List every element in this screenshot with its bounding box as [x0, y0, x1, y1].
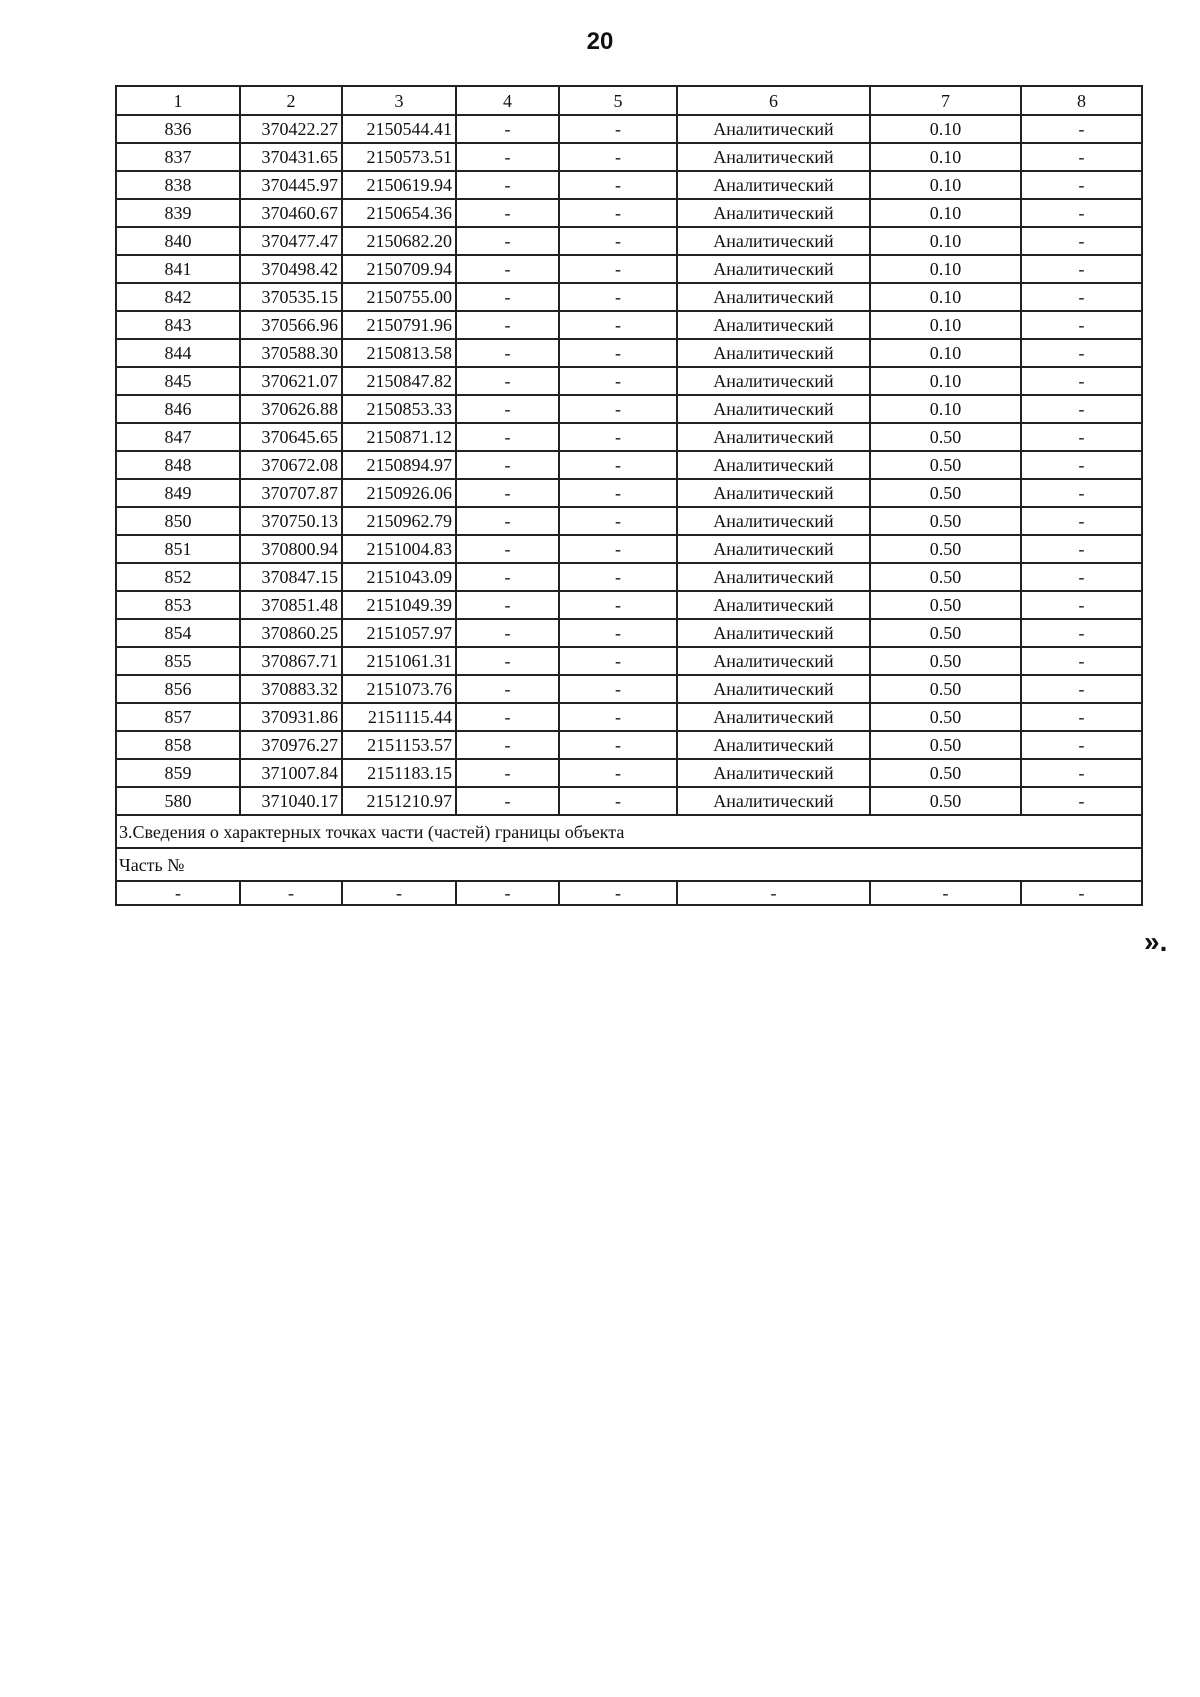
table-cell: 2150709.94: [342, 255, 456, 283]
table-cell: Аналитический: [677, 171, 870, 199]
table-cell: 0.50: [870, 507, 1021, 535]
table-cell: -: [559, 423, 677, 451]
table-cell: 2150871.12: [342, 423, 456, 451]
table-row: [116, 787, 1142, 815]
table-cell: Аналитический: [677, 507, 870, 535]
table-cell: 370851.48: [240, 591, 342, 619]
table-cell: -: [456, 311, 559, 339]
table-cell: Аналитический: [677, 675, 870, 703]
section-title: 3.Сведения о характерных точках части (частей) границы объекта: [116, 815, 1142, 848]
table-cell: -: [559, 395, 677, 423]
table-cell: -: [1021, 143, 1142, 171]
table-cell: 2151043.09: [342, 563, 456, 591]
table-cell: -: [116, 881, 240, 905]
table-row: [116, 311, 1142, 339]
table-cell: -: [456, 881, 559, 905]
table-cell: Аналитический: [677, 395, 870, 423]
table-cell: 0.50: [870, 423, 1021, 451]
table-cell: 858: [116, 731, 240, 759]
table-row: [116, 227, 1142, 255]
table-cell: 2150682.20: [342, 227, 456, 255]
table-row: [116, 703, 1142, 731]
table-cell: Аналитический: [677, 619, 870, 647]
header-cell: 4: [456, 86, 559, 115]
table-cell: 0.10: [870, 395, 1021, 423]
table-cell: -: [456, 535, 559, 563]
table-cell: -: [456, 395, 559, 423]
header-row: [116, 86, 1142, 115]
table-cell: -: [559, 199, 677, 227]
table-cell: 0.50: [870, 535, 1021, 563]
table-cell: -: [1021, 647, 1142, 675]
table-cell: -: [559, 311, 677, 339]
table-row: [116, 255, 1142, 283]
table-cell: 0.10: [870, 199, 1021, 227]
table-cell: Аналитический: [677, 311, 870, 339]
table-row: [116, 535, 1142, 563]
table-cell: Аналитический: [677, 227, 870, 255]
table-cell: 0.10: [870, 227, 1021, 255]
table-cell: 370621.07: [240, 367, 342, 395]
table-cell: 370883.32: [240, 675, 342, 703]
table-row: [116, 367, 1142, 395]
table-cell: 840: [116, 227, 240, 255]
header-cell: 6: [677, 86, 870, 115]
table-cell: -: [559, 675, 677, 703]
table-cell: 370445.97: [240, 171, 342, 199]
table-cell: 370477.47: [240, 227, 342, 255]
table-row: [116, 563, 1142, 591]
table-cell: 0.50: [870, 759, 1021, 787]
table-cell: -: [456, 759, 559, 787]
table-cell: 370588.30: [240, 339, 342, 367]
table-cell: -: [456, 731, 559, 759]
table-cell: -: [559, 647, 677, 675]
table-cell: -: [1021, 479, 1142, 507]
table-cell: 0.50: [870, 675, 1021, 703]
table-cell: Аналитический: [677, 283, 870, 311]
table-row: [116, 339, 1142, 367]
table-cell: Аналитический: [677, 255, 870, 283]
table-body: [116, 86, 1142, 905]
header-cell: 8: [1021, 86, 1142, 115]
table-cell: 2151061.31: [342, 647, 456, 675]
table-cell: -: [456, 199, 559, 227]
table-cell: 2151049.39: [342, 591, 456, 619]
table-cell: 0.50: [870, 731, 1021, 759]
table-cell: Аналитический: [677, 591, 870, 619]
table-cell: 370566.96: [240, 311, 342, 339]
table-cell: -: [1021, 619, 1142, 647]
table-row: [116, 619, 1142, 647]
table-cell: 851: [116, 535, 240, 563]
table-cell: Аналитический: [677, 731, 870, 759]
table-cell: -: [870, 881, 1021, 905]
table-cell: 370707.87: [240, 479, 342, 507]
table-cell: -: [559, 507, 677, 535]
table-cell: Аналитический: [677, 703, 870, 731]
table-cell: 370422.27: [240, 115, 342, 143]
section-title-row: [116, 815, 1142, 848]
table-cell: Аналитический: [677, 367, 870, 395]
table-cell: 859: [116, 759, 240, 787]
table-cell: 849: [116, 479, 240, 507]
table-cell: Аналитический: [677, 451, 870, 479]
table-cell: 2151115.44: [342, 703, 456, 731]
table-cell: 370976.27: [240, 731, 342, 759]
table-cell: 370800.94: [240, 535, 342, 563]
table-cell: 0.10: [870, 115, 1021, 143]
table-cell: 0.10: [870, 171, 1021, 199]
table-cell: -: [1021, 255, 1142, 283]
header-cell: 3: [342, 86, 456, 115]
table-cell: 2150853.33: [342, 395, 456, 423]
table-cell: -: [456, 227, 559, 255]
table-cell: 857: [116, 703, 240, 731]
table-cell: -: [342, 881, 456, 905]
table-row: [116, 507, 1142, 535]
table-cell: 837: [116, 143, 240, 171]
table-cell: 2150847.82: [342, 367, 456, 395]
table-cell: 0.10: [870, 143, 1021, 171]
table-cell: -: [456, 339, 559, 367]
table-cell: -: [1021, 367, 1142, 395]
table-cell: -: [456, 507, 559, 535]
table-cell: Аналитический: [677, 339, 870, 367]
table-cell: 854: [116, 619, 240, 647]
table-cell: Аналитический: [677, 647, 870, 675]
table-cell: -: [559, 591, 677, 619]
table-row: [116, 395, 1142, 423]
table-cell: 371040.17: [240, 787, 342, 815]
table-cell: -: [1021, 535, 1142, 563]
table-cell: 2150813.58: [342, 339, 456, 367]
table-cell: 370867.71: [240, 647, 342, 675]
table-cell: -: [559, 451, 677, 479]
table-row: [116, 143, 1142, 171]
table-cell: 852: [116, 563, 240, 591]
table-cell: 2151183.15: [342, 759, 456, 787]
table-cell: 370750.13: [240, 507, 342, 535]
table-cell: Аналитический: [677, 143, 870, 171]
table-cell: -: [1021, 199, 1142, 227]
table-cell: 848: [116, 451, 240, 479]
table-cell: 580: [116, 787, 240, 815]
header-cell: 1: [116, 86, 240, 115]
table-cell: -: [1021, 731, 1142, 759]
table-cell: 847: [116, 423, 240, 451]
table-cell: -: [559, 535, 677, 563]
table-cell: 0.50: [870, 479, 1021, 507]
table-cell: -: [456, 171, 559, 199]
table-cell: 370535.15: [240, 283, 342, 311]
table-cell: -: [456, 675, 559, 703]
table-cell: 370431.65: [240, 143, 342, 171]
table-cell: 2150791.96: [342, 311, 456, 339]
table-row: [116, 283, 1142, 311]
table-cell: -: [559, 339, 677, 367]
part-label-row: [116, 848, 1142, 881]
table-cell: 836: [116, 115, 240, 143]
part-label: Часть №: [116, 848, 1142, 881]
table-row: [116, 479, 1142, 507]
table-cell: 844: [116, 339, 240, 367]
table-cell: -: [456, 479, 559, 507]
table-cell: -: [1021, 591, 1142, 619]
table-cell: -: [677, 881, 870, 905]
table-cell: 370847.15: [240, 563, 342, 591]
table-cell: -: [559, 563, 677, 591]
table-cell: 0.50: [870, 703, 1021, 731]
table-cell: -: [559, 759, 677, 787]
table-cell: -: [456, 143, 559, 171]
table-cell: -: [559, 619, 677, 647]
table-row: [116, 199, 1142, 227]
header-cell: 7: [870, 86, 1021, 115]
table-cell: -: [559, 283, 677, 311]
table-cell: -: [1021, 759, 1142, 787]
table-cell: 370626.88: [240, 395, 342, 423]
table-cell: -: [1021, 115, 1142, 143]
table-cell: 0.10: [870, 255, 1021, 283]
page-number: 20: [586, 28, 614, 55]
table-cell: -: [559, 227, 677, 255]
table-cell: -: [559, 255, 677, 283]
table-cell: -: [240, 881, 342, 905]
table-cell: 2150544.41: [342, 115, 456, 143]
table-cell: Аналитический: [677, 787, 870, 815]
table-cell: 839: [116, 199, 240, 227]
table-cell: 370672.08: [240, 451, 342, 479]
table-cell: -: [559, 881, 677, 905]
table-cell: 0.50: [870, 563, 1021, 591]
table-cell: -: [456, 423, 559, 451]
table-cell: -: [559, 703, 677, 731]
table-cell: -: [1021, 339, 1142, 367]
table-cell: -: [559, 479, 677, 507]
table-cell: Аналитический: [677, 759, 870, 787]
table-cell: 2150654.36: [342, 199, 456, 227]
table-cell: 845: [116, 367, 240, 395]
table-cell: 838: [116, 171, 240, 199]
table-cell: -: [1021, 563, 1142, 591]
table-cell: -: [1021, 451, 1142, 479]
table-cell: -: [456, 619, 559, 647]
table-cell: 370460.67: [240, 199, 342, 227]
table-cell: 855: [116, 647, 240, 675]
table-cell: 2150573.51: [342, 143, 456, 171]
table-cell: 370931.86: [240, 703, 342, 731]
table-row: [116, 423, 1142, 451]
closing-quote-mark: ».: [1144, 926, 1168, 957]
header-cell: 2: [240, 86, 342, 115]
table-cell: 0.10: [870, 367, 1021, 395]
table-cell: -: [1021, 787, 1142, 815]
table-cell: 0.10: [870, 311, 1021, 339]
table-cell: 853: [116, 591, 240, 619]
table-cell: -: [456, 255, 559, 283]
table-cell: Аналитический: [677, 423, 870, 451]
table-row: [116, 647, 1142, 675]
table-row: [116, 451, 1142, 479]
table-cell: -: [456, 115, 559, 143]
table-cell: 370860.25: [240, 619, 342, 647]
table-row: [116, 115, 1142, 143]
table-cell: 841: [116, 255, 240, 283]
table-cell: -: [559, 367, 677, 395]
table-cell: 2151153.57: [342, 731, 456, 759]
table-cell: 0.50: [870, 591, 1021, 619]
table-cell: 2150894.97: [342, 451, 456, 479]
table-cell: 843: [116, 311, 240, 339]
table-cell: Аналитический: [677, 479, 870, 507]
table-cell: -: [559, 731, 677, 759]
table-cell: 2151004.83: [342, 535, 456, 563]
table-cell: 0.50: [870, 647, 1021, 675]
table-cell: 856: [116, 675, 240, 703]
table-cell: 371007.84: [240, 759, 342, 787]
table-cell: -: [456, 563, 559, 591]
table-cell: 2151073.76: [342, 675, 456, 703]
table-cell: -: [456, 787, 559, 815]
table-cell: 370498.42: [240, 255, 342, 283]
table-cell: 370645.65: [240, 423, 342, 451]
table-row: [116, 731, 1142, 759]
table-row: [116, 759, 1142, 787]
table-cell: 0.50: [870, 787, 1021, 815]
table-cell: -: [456, 591, 559, 619]
table-cell: -: [1021, 881, 1142, 905]
table-cell: -: [1021, 283, 1142, 311]
table-cell: -: [456, 367, 559, 395]
table-row: [116, 675, 1142, 703]
table-cell: 0.10: [870, 283, 1021, 311]
table-cell: -: [559, 787, 677, 815]
table-cell: -: [1021, 703, 1142, 731]
table-cell: Аналитический: [677, 115, 870, 143]
table-cell: Аналитический: [677, 535, 870, 563]
table-cell: 846: [116, 395, 240, 423]
coordinates-table: [115, 85, 1143, 906]
empty-part-row: [116, 881, 1142, 905]
table-cell: 0.50: [870, 619, 1021, 647]
table-cell: -: [456, 703, 559, 731]
table-cell: Аналитический: [677, 563, 870, 591]
table-cell: 0.10: [870, 339, 1021, 367]
table-cell: -: [559, 143, 677, 171]
table-cell: -: [1021, 395, 1142, 423]
table-cell: Аналитический: [677, 199, 870, 227]
header-cell: 5: [559, 86, 677, 115]
table-cell: 2150926.06: [342, 479, 456, 507]
table-cell: 2151210.97: [342, 787, 456, 815]
table-cell: -: [1021, 227, 1142, 255]
table-cell: -: [559, 171, 677, 199]
table-cell: -: [1021, 675, 1142, 703]
table-cell: -: [1021, 507, 1142, 535]
table-cell: -: [456, 647, 559, 675]
table-row: [116, 171, 1142, 199]
table-cell: 842: [116, 283, 240, 311]
table-cell: -: [1021, 311, 1142, 339]
table-cell: 2150962.79: [342, 507, 456, 535]
table-cell: 2150619.94: [342, 171, 456, 199]
table-cell: 2150755.00: [342, 283, 456, 311]
table-cell: 0.50: [870, 451, 1021, 479]
table-cell: 2151057.97: [342, 619, 456, 647]
table-cell: -: [1021, 423, 1142, 451]
table-cell: -: [456, 283, 559, 311]
table-cell: -: [559, 115, 677, 143]
table-cell: 850: [116, 507, 240, 535]
table-row: [116, 591, 1142, 619]
table-cell: -: [1021, 171, 1142, 199]
table-cell: -: [456, 451, 559, 479]
